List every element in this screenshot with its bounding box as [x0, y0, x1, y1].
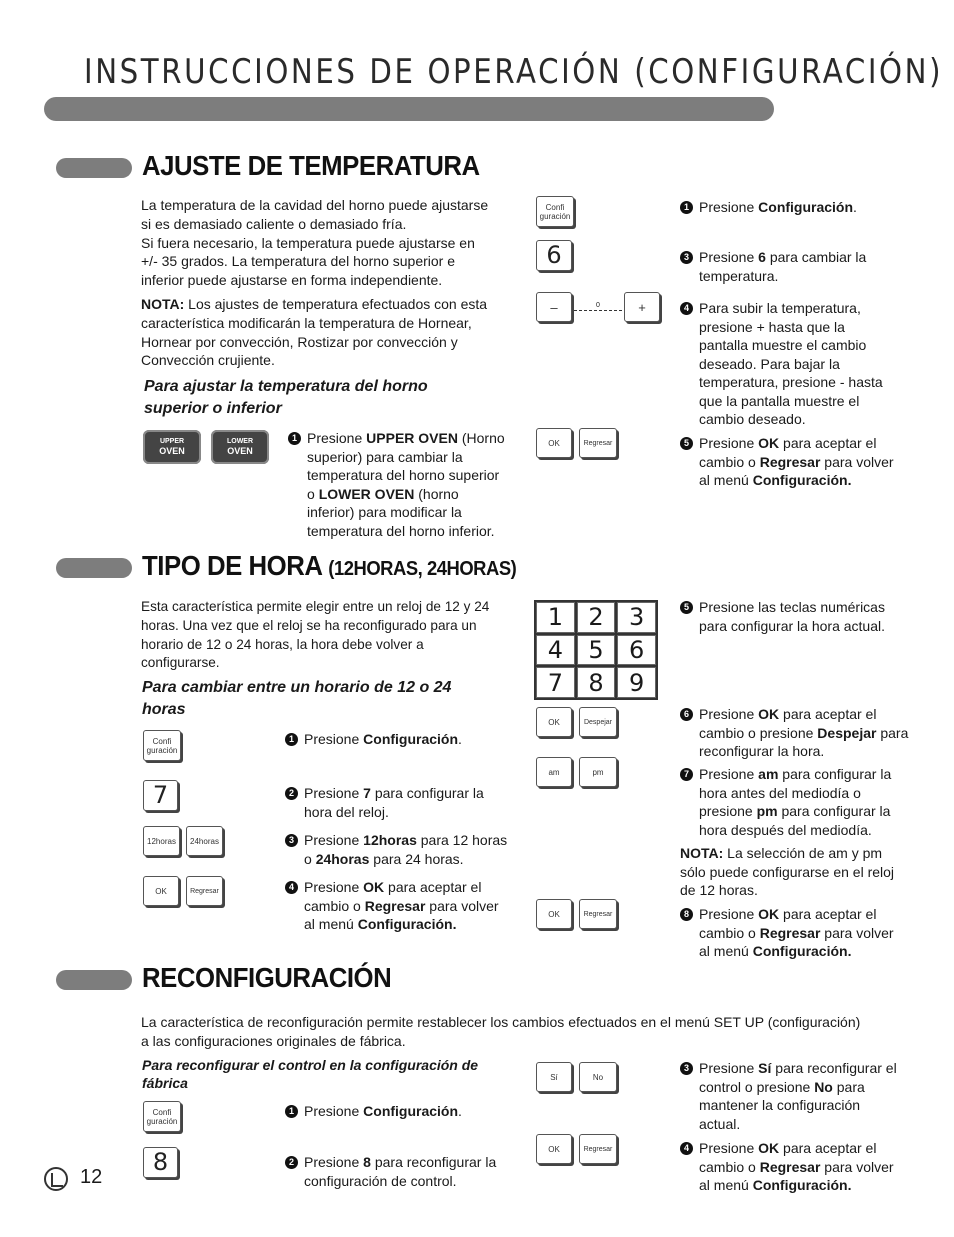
step-item: 5 Presione las teclas numéricas para configurar la hora actual.: [680, 598, 949, 635]
12-hour-key[interactable]: 12horas: [143, 826, 180, 856]
am-key[interactable]: am: [536, 757, 572, 787]
no-key[interactable]: No: [579, 1062, 617, 1092]
step-item: 4 Para subir la temperatura, presione + hasta que la pantalla muestre el cambio deseado. Para bajar la temperatura, presione - hasta que la pantalla muestre el cambio deseado.: [680, 299, 949, 429]
section-intro: La temperatura de la cavidad del horno puede ajustarse si es demasiado caliente o demasiado fría. Si fuera necesario, la temperatura puede ajustarse en +/- 35 grados. La temperatura del horno superior e inferior puede ajustarse en forma independiente.: [141, 197, 489, 289]
step-item: 1 Presione Configuración.: [285, 730, 544, 749]
24-hour-key[interactable]: 24horas: [186, 826, 223, 856]
number-key[interactable]: 3: [617, 602, 656, 633]
number-key[interactable]: 1: [536, 602, 575, 633]
step-item: 3 Presione 12horas para 12 horas o 24horas para 24 horas.: [285, 831, 544, 868]
clear-key[interactable]: Despejar: [579, 707, 617, 737]
step-item: 1 Presione Configuración.: [285, 1102, 544, 1121]
yes-key[interactable]: Sí: [536, 1062, 572, 1092]
number-key[interactable]: 8: [577, 667, 616, 698]
note: NOTA: La selección de am y pm sólo puede configurarse en el reloj de 12 horas.: [680, 845, 895, 898]
config-key[interactable]: Confi guración: [143, 730, 181, 761]
step-item: 4 Presione OK para aceptar el cambio o Regresar para volver al menú Configuración.: [680, 1139, 949, 1195]
page-title: INSTRUCCIONES DE OPERACIÓN (CONFIGURACIÓN): [84, 52, 944, 92]
section-heading-reset: RECONFIGURACIÓN: [142, 962, 392, 993]
section-intro: Esta característica permite elegir entre un reloj de 12 y 24 horas. Una vez que el reloj se ha reconfigurado para un horario de 12 o 24 horas, la hora debe volver a configurarse.: [141, 599, 490, 671]
zero-label: 0: [596, 302, 600, 309]
step-item: 8 Presione OK para aceptar el cambio o Regresar para volver al menú Configuración.: [680, 905, 949, 961]
section-intro: La característica de reconfiguración permite restablecer los cambios efectuados en el menú SET UP (configuración) a las configuraciones originales de fábrica.: [141, 1014, 861, 1049]
step-item: 2 Presione 8 para reconfigurar la configuración de control.: [285, 1153, 544, 1190]
title-bar: [44, 97, 774, 121]
section-heading-temperature: AJUSTE DE TEMPERATURA: [142, 150, 480, 181]
step-item: 2 Presione 7 para configurar la hora del reloj.: [285, 784, 544, 821]
ok-key[interactable]: OK: [143, 876, 179, 906]
plus-key[interactable]: +: [624, 292, 660, 322]
numeric-keypad: [534, 600, 658, 700]
pm-key[interactable]: pm: [579, 757, 617, 787]
number-key[interactable]: 7: [536, 667, 575, 698]
page-number: 12: [80, 1166, 103, 1188]
number-key[interactable]: 2: [577, 602, 616, 633]
subheading: Para reconfigurar el control en la configuración de fábrica: [142, 1057, 479, 1091]
digit-key[interactable]: 8: [143, 1147, 178, 1178]
step-item: 3 Presione 6 para cambiar la temperatura.: [680, 248, 949, 285]
number-key[interactable]: 9: [617, 667, 656, 698]
digit-key[interactable]: 7: [143, 780, 178, 811]
config-key[interactable]: Confi guración: [143, 1101, 181, 1132]
config-key[interactable]: Confi guración: [536, 196, 574, 227]
lg-logo-icon: [44, 1167, 68, 1191]
subheading: Para ajustar la temperatura del horno superior o inferior: [144, 378, 428, 417]
adjust-range-line: [574, 310, 622, 311]
step-item: 5 Presione OK para aceptar el cambio o Regresar para volver al menú Configuración.: [680, 434, 949, 490]
ok-key[interactable]: OK: [536, 899, 572, 929]
step-item: 1 Presione Configuración.: [680, 198, 949, 217]
step-item: 6 Presione OK para aceptar el cambio o presione Despejar para reconfigurar la hora.: [680, 705, 949, 761]
step-item: 7 Presione am para configurar la hora antes del mediodía o presione pm para configurar la hora después del mediodía.: [680, 765, 949, 839]
upper-oven-button[interactable]: UPPER OVEN: [143, 430, 201, 464]
section-marker: [56, 970, 132, 990]
ok-key[interactable]: OK: [536, 707, 572, 737]
step-item: 3 Presione Sí para reconfigurar el control o presione No para mantener la configuración actual.: [680, 1059, 949, 1133]
step-item: 1 Presione UPPER OVEN (Horno superior) para cambiar la temperatura del horno superior o LOWER OVEN (horno inferior) para modificar la temperatura del horno inferior.: [288, 429, 543, 540]
number-key[interactable]: 6: [617, 635, 656, 666]
back-key[interactable]: Regresar: [579, 899, 617, 929]
back-key[interactable]: Regresar: [579, 1134, 617, 1164]
note: NOTA: Los ajustes de temperatura efectuados con esta característica modificarán la temperatura de Hornear, Hornear por convección, Rostizar por convección y Convección crujiente.: [141, 296, 488, 369]
section-marker: [56, 558, 132, 578]
minus-key[interactable]: –: [536, 292, 572, 322]
digit-key[interactable]: 6: [536, 240, 572, 271]
number-key[interactable]: 5: [577, 635, 616, 666]
lower-oven-button[interactable]: LOWER OVEN: [211, 430, 269, 464]
number-key[interactable]: 4: [536, 635, 575, 666]
back-key[interactable]: Regresar: [579, 428, 617, 458]
step-item: 4 Presione OK para aceptar el cambio o Regresar para volver al menú Configuración.: [285, 878, 544, 934]
ok-key[interactable]: OK: [536, 428, 572, 458]
subheading: Para cambiar entre un horario de 12 o 24 horas: [142, 679, 452, 718]
section-marker: [56, 158, 132, 178]
ok-key[interactable]: OK: [536, 1134, 572, 1164]
section-heading-time-type: TIPO DE HORA (12HORAS, 24HORAS): [142, 550, 517, 581]
back-key[interactable]: Regresar: [186, 876, 223, 906]
